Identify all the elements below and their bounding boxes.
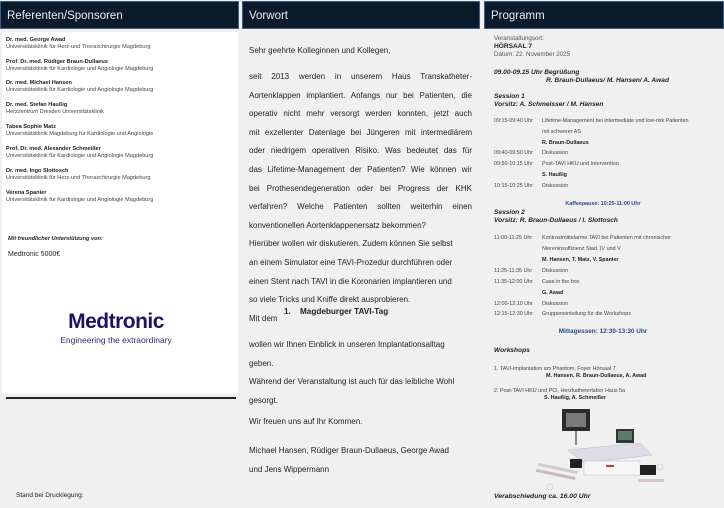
workshop-text: 1. TAVI-Implantation am Phantom, Foyer Hörsaal 7 — [494, 366, 616, 372]
schedule-topic: Post-TAVI HKU und Intervention — [542, 161, 619, 167]
greeting: Sehr geehrte Kolleginnen und Kollegen, — [249, 46, 391, 55]
schedule-topic: Gruppeneinteilung für die Workshops — [542, 311, 631, 317]
referent-name: Prof. Dr. med. Alexander Schmeißer — [6, 146, 101, 152]
referent-name: Dr. med. George Awad — [6, 37, 66, 43]
foreword-body-2 — [249, 336, 472, 410]
session-title: Session 2 — [494, 209, 525, 216]
referent-entry — [6, 37, 150, 51]
referent-name: Dr. med. Stefan Haußig — [6, 102, 68, 108]
schedule-time: 12:15-12:30 Uhr — [494, 311, 533, 317]
welcome-speakers: R. Braun-Dullaeus/ M. Hansen/ A. Awad — [546, 77, 669, 84]
column-referents — [0, 0, 240, 508]
text-line: operativ nicht mehr versorgt werden konnten, jetzt auch — [249, 109, 472, 119]
text-line: an einem Simulator eine TAVI-Prozedur durchführen oder — [249, 257, 453, 267]
text-line: Hierüber wollen wir diskutieren. Zudem können Sie selbst — [249, 239, 453, 249]
schedule-speaker: R. Braun-Dullaeus — [542, 140, 589, 146]
schedule-topic-cont: Niereninsuffizienz Stad. IV und V — [542, 246, 621, 252]
workshop-speakers: M. Hansen, R. Braun-Dullaeus, A. Awad — [546, 373, 647, 379]
monitor-stand — [575, 431, 577, 445]
schedule-row — [494, 116, 720, 126]
column-header-foreword: Vorwort — [242, 1, 480, 29]
event-title — [284, 307, 388, 316]
support-label: Mit freundlicher Unterstützung von: — [8, 236, 103, 242]
print-status: Stand bei Drucklegung: — [16, 492, 84, 499]
text-line: geben. — [249, 358, 274, 368]
text-line: Während der Veranstaltung ist auch für das leibliche Wohl — [249, 377, 455, 387]
text-line: gesorgt. — [249, 395, 278, 405]
referent-affiliation: Universitätsklinik Magdeburg für Kardiologie und Angiologie — [6, 131, 154, 137]
referent-name: Dr. med. Michael Hansen — [6, 80, 72, 86]
venue: HÖRSAAL 7 — [494, 43, 532, 50]
welcome-time: 09.00-09.15 Uhr Begrüßung — [494, 69, 580, 76]
signatures — [249, 442, 472, 479]
text-line: Aortenklappen implantiert. Anfangs nur bei Patienten, die — [249, 90, 472, 100]
medtronic-logo — [46, 310, 186, 345]
farewell: Verabschiedung ca. 16.00 Uhr — [494, 493, 591, 500]
text-line: mit exzellenter Datenlage bei Jüngeren mit intermediärem — [249, 127, 472, 137]
schedule-topic: Diskussion — [542, 183, 569, 189]
referent-affiliation: Universitätsklinik für Kardiologie und Angiologie Magdeburg — [6, 87, 154, 93]
referent-affiliation: Universitätsklinik für Herz-und Thoraxchirurgie Magdeburg — [6, 44, 151, 50]
foreword-body — [249, 68, 472, 328]
brand-mark — [606, 465, 614, 467]
workshop-speakers: S. Haußig, A. Schmeißer — [544, 395, 607, 401]
text-line: oder niedrigem operativen Risiko. Was bedeutet das für — [249, 146, 472, 156]
text-line: verfahren? Welche Patienten sollten weiterhin einen — [249, 202, 472, 212]
schedule-speaker: S. Haußig — [542, 172, 567, 178]
coffee-break: Kaffeepause: 10:25-11:00 Uhr — [565, 201, 641, 207]
referent-entry — [6, 190, 153, 204]
column-header-program: Programm — [484, 1, 724, 29]
accessory — [547, 484, 553, 490]
column-header-referents: Referenten/Sponsoren — [0, 1, 239, 29]
text-line: so viele Tricks und Kniffe direkt ausprobieren. — [249, 295, 411, 305]
workshops-title: Workshops — [494, 347, 530, 354]
schedule-topic: Diskussion — [542, 150, 569, 156]
referent-affiliation: Herzzentrum Dresden Universitätsklinik — [6, 109, 104, 115]
tavi-simulator-image — [530, 405, 680, 490]
text-line: wollen wir Ihnen Einblick in unseren Implantationsalltag — [249, 340, 445, 349]
schedule-time: 09:50-10:15 Uhr — [494, 161, 533, 167]
session-chair: Vorsitz: A. Schmeisser / M. Hansen — [494, 101, 604, 108]
referent-affiliation: Universitätsklinik für Kardiologie und Angiologie Magdeburg — [6, 197, 154, 203]
schedule-time: 10:15-10:25 Uhr — [494, 183, 533, 189]
text-line: seit 2013 werden in unserem Haus Transkatheter- — [249, 72, 472, 81]
schedule-topic: Diskussion — [542, 301, 569, 307]
monitor-screen — [618, 431, 632, 440]
schedule-topic: Diskussion — [542, 268, 569, 274]
event-date: Datum: 22. November 2025 — [494, 51, 571, 58]
schedule-speaker: G. Awad — [542, 290, 564, 296]
referent-name: Prof. Dr. med. Rüdiger Braun-Dullaeus — [6, 59, 108, 65]
text-line: einen Stent nach TAVI in die Koronarien implantieren und — [249, 276, 452, 286]
tablet-shape — [640, 465, 656, 475]
schedule-row — [494, 299, 720, 309]
monitor-screen — [566, 413, 586, 427]
schedule-time: 11:00-11:25 Uhr — [494, 235, 533, 241]
schedule-row — [494, 277, 720, 287]
session-chair: Vorsitz: R. Braun-Dullaeus / I. Slottosch — [494, 217, 618, 224]
referent-name: Dr. med. Ingo Slottosch — [6, 168, 69, 174]
schedule-time: 09:15-09:40 Uhr — [494, 118, 533, 124]
sponsor-amount: Medtronic 5000€ — [8, 251, 61, 258]
schedule-row — [494, 309, 720, 319]
session-title: Session 1 — [494, 93, 525, 100]
schedule-row — [494, 181, 720, 191]
text-line: bei Prothesendegeneration oder bei Progress der KHK — [249, 183, 472, 193]
schedule-time: 11:25-11:35 Uhr — [494, 268, 533, 274]
schedule-topic-cont: mit schwerer AS — [542, 129, 581, 135]
referent-entry — [6, 124, 153, 138]
table-base — [584, 461, 640, 475]
workshop-text: 2. Post-TAVI HKU und PCI, Herzkatheterlabor Haus 5a — [494, 388, 626, 394]
logo-tagline: Engineering the extraordinary — [60, 335, 172, 345]
text-line: konventionellen Aortenklappenersatz bekommen? — [249, 220, 427, 230]
schedule-row — [494, 266, 720, 276]
referent-affiliation: Universitätsklinik für Kardiologie und Angiologie Magdeburg — [6, 66, 154, 72]
signature-line: Michael Hansen, Rüdiger Braun-Dullaeus, George Awad — [249, 446, 449, 455]
schedule-row — [494, 148, 720, 158]
text-line: Mit dem — [249, 313, 278, 323]
referent-entry — [6, 80, 153, 94]
schedule-topic: Kontrastmittelarme TAVI bei Patienten mit chronischer — [542, 235, 671, 241]
referent-name: Verena Spanier — [6, 190, 47, 196]
venue-label: Veranstaltungsort: — [494, 35, 544, 42]
referent-affiliation: Universitätsklinik für Kardiologie und Angiologie Magdeburg — [6, 153, 154, 159]
logo-brand: Medtronic — [68, 310, 164, 333]
accessory — [657, 464, 663, 470]
text-line: das Lifetime-Management der Patienten? Wie können wir — [249, 164, 472, 174]
schedule-speaker: M. Hansen, T. Matz, V. Spanier — [542, 257, 619, 263]
referent-entry — [6, 168, 150, 182]
referent-entry — [6, 59, 153, 73]
referent-entry — [6, 146, 153, 160]
referent-affiliation: Universitätsklinik für Herz-und Thoraxchirurgie Magdeburg — [6, 175, 151, 181]
schedule-time: 12:00-12:10 Uhr — [494, 301, 533, 307]
referent-name: Tabea Sophie Matz — [6, 124, 56, 130]
closing: Wir freuen uns auf Ihr Kommen. — [249, 417, 363, 426]
divider — [6, 397, 236, 399]
workshop-item — [494, 386, 720, 396]
event-number: 1. — [284, 307, 291, 316]
schedule-time: 09:40-09:50 Uhr — [494, 150, 533, 156]
column-foreword — [240, 0, 482, 508]
event-name: Magdeburger TAVI-Tag — [299, 307, 389, 316]
tablet-shape — [570, 459, 582, 468]
schedule-time: 11:35-12:00 Uhr — [494, 279, 533, 285]
schedule-topic: Case in the box — [542, 279, 580, 285]
schedule-row — [494, 233, 720, 243]
signature-line: und Jens Wippermann — [249, 464, 330, 474]
catheter-tray — [638, 479, 664, 482]
schedule-row — [494, 159, 720, 169]
schedule-topic: Lifetime-Management bei intermediate und low-risk Patienten — [542, 118, 689, 124]
referent-entry — [6, 102, 104, 116]
lunch-break: Mittagessen: 12:30-13:30 Uhr — [558, 328, 648, 335]
